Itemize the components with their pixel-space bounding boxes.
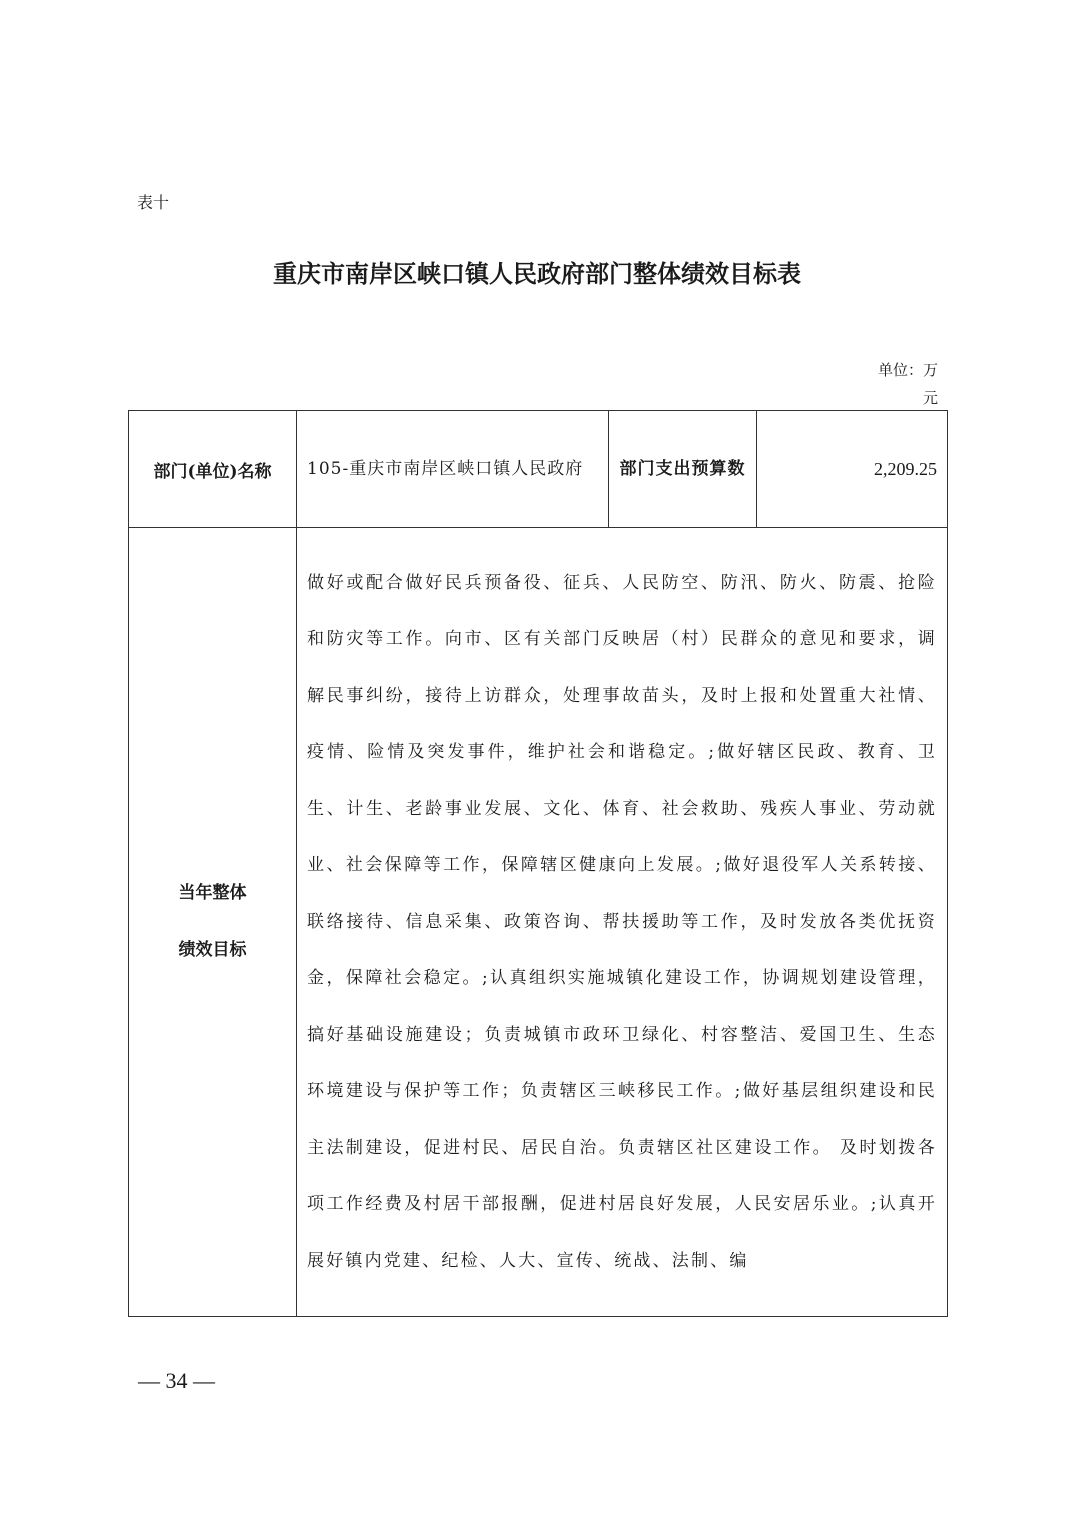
table-label: 表十 xyxy=(137,193,170,212)
table-row-goal xyxy=(129,528,948,1317)
table-row-department xyxy=(129,411,948,528)
unit-note xyxy=(848,356,938,412)
budget-label: 部门支出预算数 xyxy=(609,411,757,528)
goal-label xyxy=(129,528,297,1317)
unit-note-line1: 单位：万 xyxy=(877,361,938,379)
page-title: 重庆市南岸区峡口镇人民政府部门整体绩效目标表 xyxy=(273,259,801,288)
dept-name-value: 105-重庆市南岸区峡口镇人民政府 xyxy=(297,411,609,528)
goal-label-text: 当年整体绩效目标 xyxy=(178,883,247,960)
budget-value: 2,209.25 xyxy=(757,411,948,528)
performance-goal-table xyxy=(128,410,948,1317)
unit-note-line2: 元 xyxy=(922,389,938,407)
goal-text: 做好或配合做好民兵预备役、征兵、人民防空、防汛、防火、防震、抢险和防灾等工作。向市、区有关部门反映居（村）民群众的意见和要求，调解民事纠纷，接待上访群众，处理事故苗头，及时上报和处置重大社情、疫情、险情及突发事件，维护社会和谐稳定。;做好辖区民政、教育、卫生、计生、老龄事业发展、文化、体育、社会救助、残疾人事业、劳动就业、社会保障等工作，保障辖区健康向上发展。;做好退役军人关系转接、联络接待、信息采集、政策咨询、帮扶援助等工作，及时发放各类优抚资金，保障社会稳定。;认真组织实施城镇化建设工作，协调规划建设管理，搞好基础设施建设；负责城镇市政环卫绿化、村容整洁、爱国卫生、生态环境建设与保护等工作；负责辖区三峡移民工作。;做好基层组织建设和民主法制建设，促进村民、居民自治。负责辖区社区建设工作。 及时划拨各项工作经费及村居干部报酬，促进村居良好发展，人民安居乐业。;认真开展好镇内党建、纪检、人大、宣传、统战、法制、编 xyxy=(297,528,948,1317)
dept-name-label: 部门(单位)名称 xyxy=(129,411,297,528)
page-number: — 34 — xyxy=(138,1368,215,1393)
